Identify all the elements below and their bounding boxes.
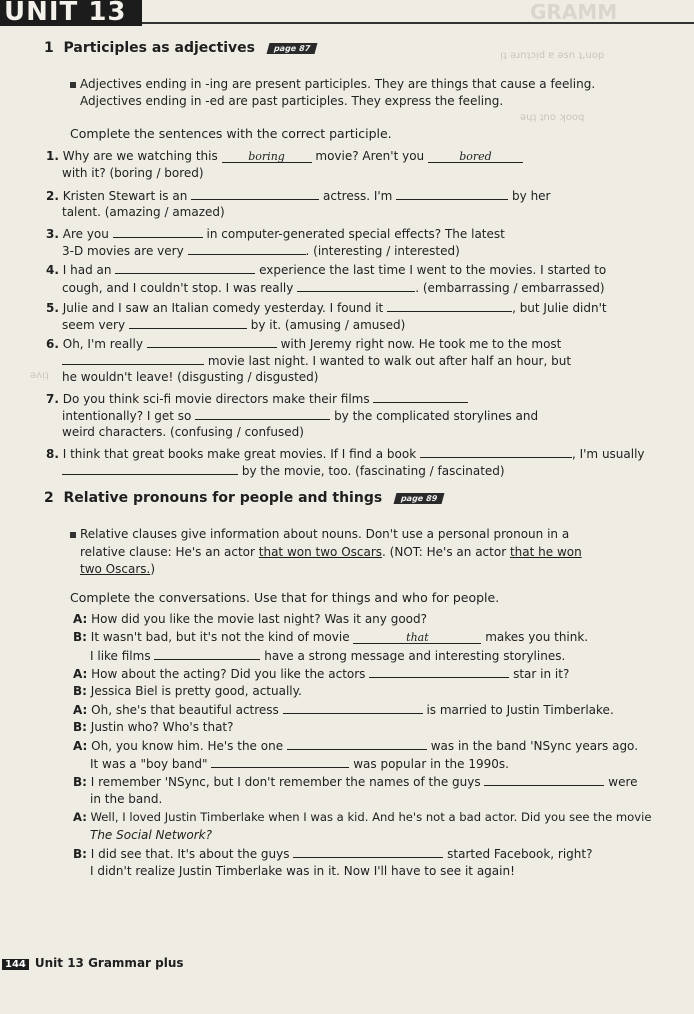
item-continuation: talent. (amazing / amazed) [62, 205, 225, 219]
section2-heading [44, 490, 443, 506]
rule-line: Relative clauses give information about nouns. Don't use a personal pronoun in a [70, 527, 569, 541]
answer-blank[interactable]: bored [428, 151, 523, 163]
exercise-item: 2. Kristen Stewart is an actress. I'm by her [46, 189, 551, 203]
bleed-text: ǝɥʇ ʇno ʞooq [520, 112, 585, 123]
footer-label: Unit 13 Grammar plus [34, 956, 184, 970]
answer-blank[interactable] [62, 353, 204, 365]
answer-blank[interactable] [62, 463, 238, 475]
exercise-item: 3. Are you in computer-generated special effects? The latest [46, 227, 505, 241]
corner-heading: GRAMM [530, 0, 618, 24]
rule-line: Adjectives ending in -ing are present participles. They are things that cause a feeling. [70, 77, 595, 91]
dialogue-line: B: It wasn't bad, but it's not the kind of movie that makes you think. [73, 630, 589, 644]
answer-blank[interactable] [188, 243, 306, 255]
page-tag: page 89 [394, 493, 445, 504]
item-continuation: movie last night. I wanted to walk out after half an hour, but [62, 353, 571, 368]
section-title: Relative pronouns for people and things [63, 490, 383, 506]
dialogue-line: I like films have a strong message and interesting storylines. [90, 649, 566, 663]
dialogue-line: A: How about the acting? Did you like the actors star in it? [73, 667, 570, 681]
answer-blank[interactable] [373, 391, 468, 403]
answer-blank[interactable] [293, 846, 443, 858]
answer-blank[interactable] [115, 262, 255, 274]
answer-blank[interactable] [154, 648, 260, 660]
rule-line: relative clause: He's an actor that won two Oscars. (NOT: He's an actor that he won [80, 545, 582, 559]
answer-blank[interactable] [191, 188, 319, 200]
bullet-icon [70, 532, 76, 538]
answer-blank[interactable] [195, 408, 330, 420]
dialogue-line: in the band. [90, 792, 163, 806]
answer-blank[interactable] [283, 702, 423, 714]
dialogue-line: B: Jessica Biel is pretty good, actually. [73, 684, 302, 698]
section1-heading [44, 40, 316, 56]
section-number: 2 [44, 490, 54, 506]
answer-blank[interactable] [369, 666, 509, 678]
dialogue-line: A: How did you like the movie last night? Was it any good? [73, 612, 427, 626]
answer-blank[interactable] [396, 188, 508, 200]
item-continuation: weird characters. (confusing / confused) [62, 425, 304, 439]
dialogue-line: B: Justin who? Who's that? [73, 720, 234, 734]
answer-blank[interactable] [420, 446, 572, 458]
item-continuation: seem very by it. (amusing / amused) [62, 318, 406, 332]
dialogue-line: I didn't realize Justin Timberlake was in it. Now I'll have to see it again! [90, 864, 515, 878]
bleed-text: ᴉʇ ǝɹnʇɔᴉd ɐ ǝsn ʇ,uop [500, 50, 605, 61]
answer-blank[interactable] [387, 300, 512, 312]
dialogue-line: B: I remember 'NSync, but I don't remember the names of the guys were [73, 775, 638, 789]
item-continuation: he wouldn't leave! (disgusting / disgusted) [62, 370, 319, 384]
item-continuation: 3-D movies are very . (interesting / interested) [62, 244, 460, 258]
page-footer [2, 956, 184, 970]
answer-blank[interactable] [484, 774, 604, 786]
answer-blank[interactable] [113, 226, 203, 238]
section-title: Participles as adjectives [63, 40, 256, 56]
item-continuation: intentionally? I get so by the complicated storylines and [62, 409, 539, 423]
instruction: Complete the sentences with the correct participle. [70, 126, 392, 141]
item-continuation: cough, and I couldn't stop. I was really . (embarrassing / embarrassed) [62, 281, 605, 295]
rule-line: two Oscars.) [80, 562, 156, 576]
page-tag: page 87 [266, 43, 317, 54]
exercise-item: 5. Julie and I saw an Italian comedy yesterday. I found it , but Julie didn't [46, 301, 607, 315]
dialogue-line: The Social Network? [90, 828, 212, 842]
dialogue-line: It was a "boy band" was popular in the 1990s. [90, 757, 509, 771]
exercise-item: 8. I think that great books make great movies. If I find a book , I'm usually [46, 447, 645, 461]
answer-blank[interactable] [147, 336, 277, 348]
item-continuation: by the movie, too. (fascinating / fascinated) [62, 463, 505, 478]
exercise-item: 7. Do you think sci-fi movie directors make their films [46, 391, 468, 406]
answer-blank[interactable] [297, 280, 415, 292]
dialogue-line: A: Well, I loved Justin Timberlake when I was a kid. And he's not a bad actor. Did you see the movie [73, 810, 652, 824]
dialogue-line: B: I did see that. It's about the guys started Facebook, right? [73, 847, 593, 861]
answer-blank[interactable]: boring [222, 151, 312, 163]
answer-blank[interactable] [129, 317, 247, 329]
bullet-icon [70, 82, 76, 88]
exercise-item: 6. Oh, I'm really with Jeremy right now. He took me to the most [46, 337, 562, 351]
dialogue-line: A: Oh, she's that beautiful actress is married to Justin Timberlake. [73, 703, 614, 717]
section-number: 1 [44, 40, 54, 56]
page-number: 144 [2, 959, 29, 970]
unit-title: UNIT 13 [4, 0, 127, 27]
answer-blank[interactable]: that [353, 632, 481, 644]
exercise-item: 4. I had an experience the last time I went to the movies. I started to [46, 263, 607, 277]
answer-blank[interactable] [287, 738, 427, 750]
instruction: Complete the conversations. Use that for things and who for people. [70, 590, 500, 605]
rule-line: Adjectives ending in -ed are past participles. They express the feeling. [80, 94, 504, 108]
dialogue-line: A: Oh, you know him. He's the one was in the band 'NSync years ago. [73, 739, 639, 753]
item-continuation: with it? (boring / bored) [62, 166, 204, 180]
bleed-text: ǝʌᴉʇ [30, 370, 49, 381]
answer-blank[interactable] [211, 756, 349, 768]
exercise-item: 1. Why are we watching this boring movie? Aren't you bored [46, 149, 523, 163]
